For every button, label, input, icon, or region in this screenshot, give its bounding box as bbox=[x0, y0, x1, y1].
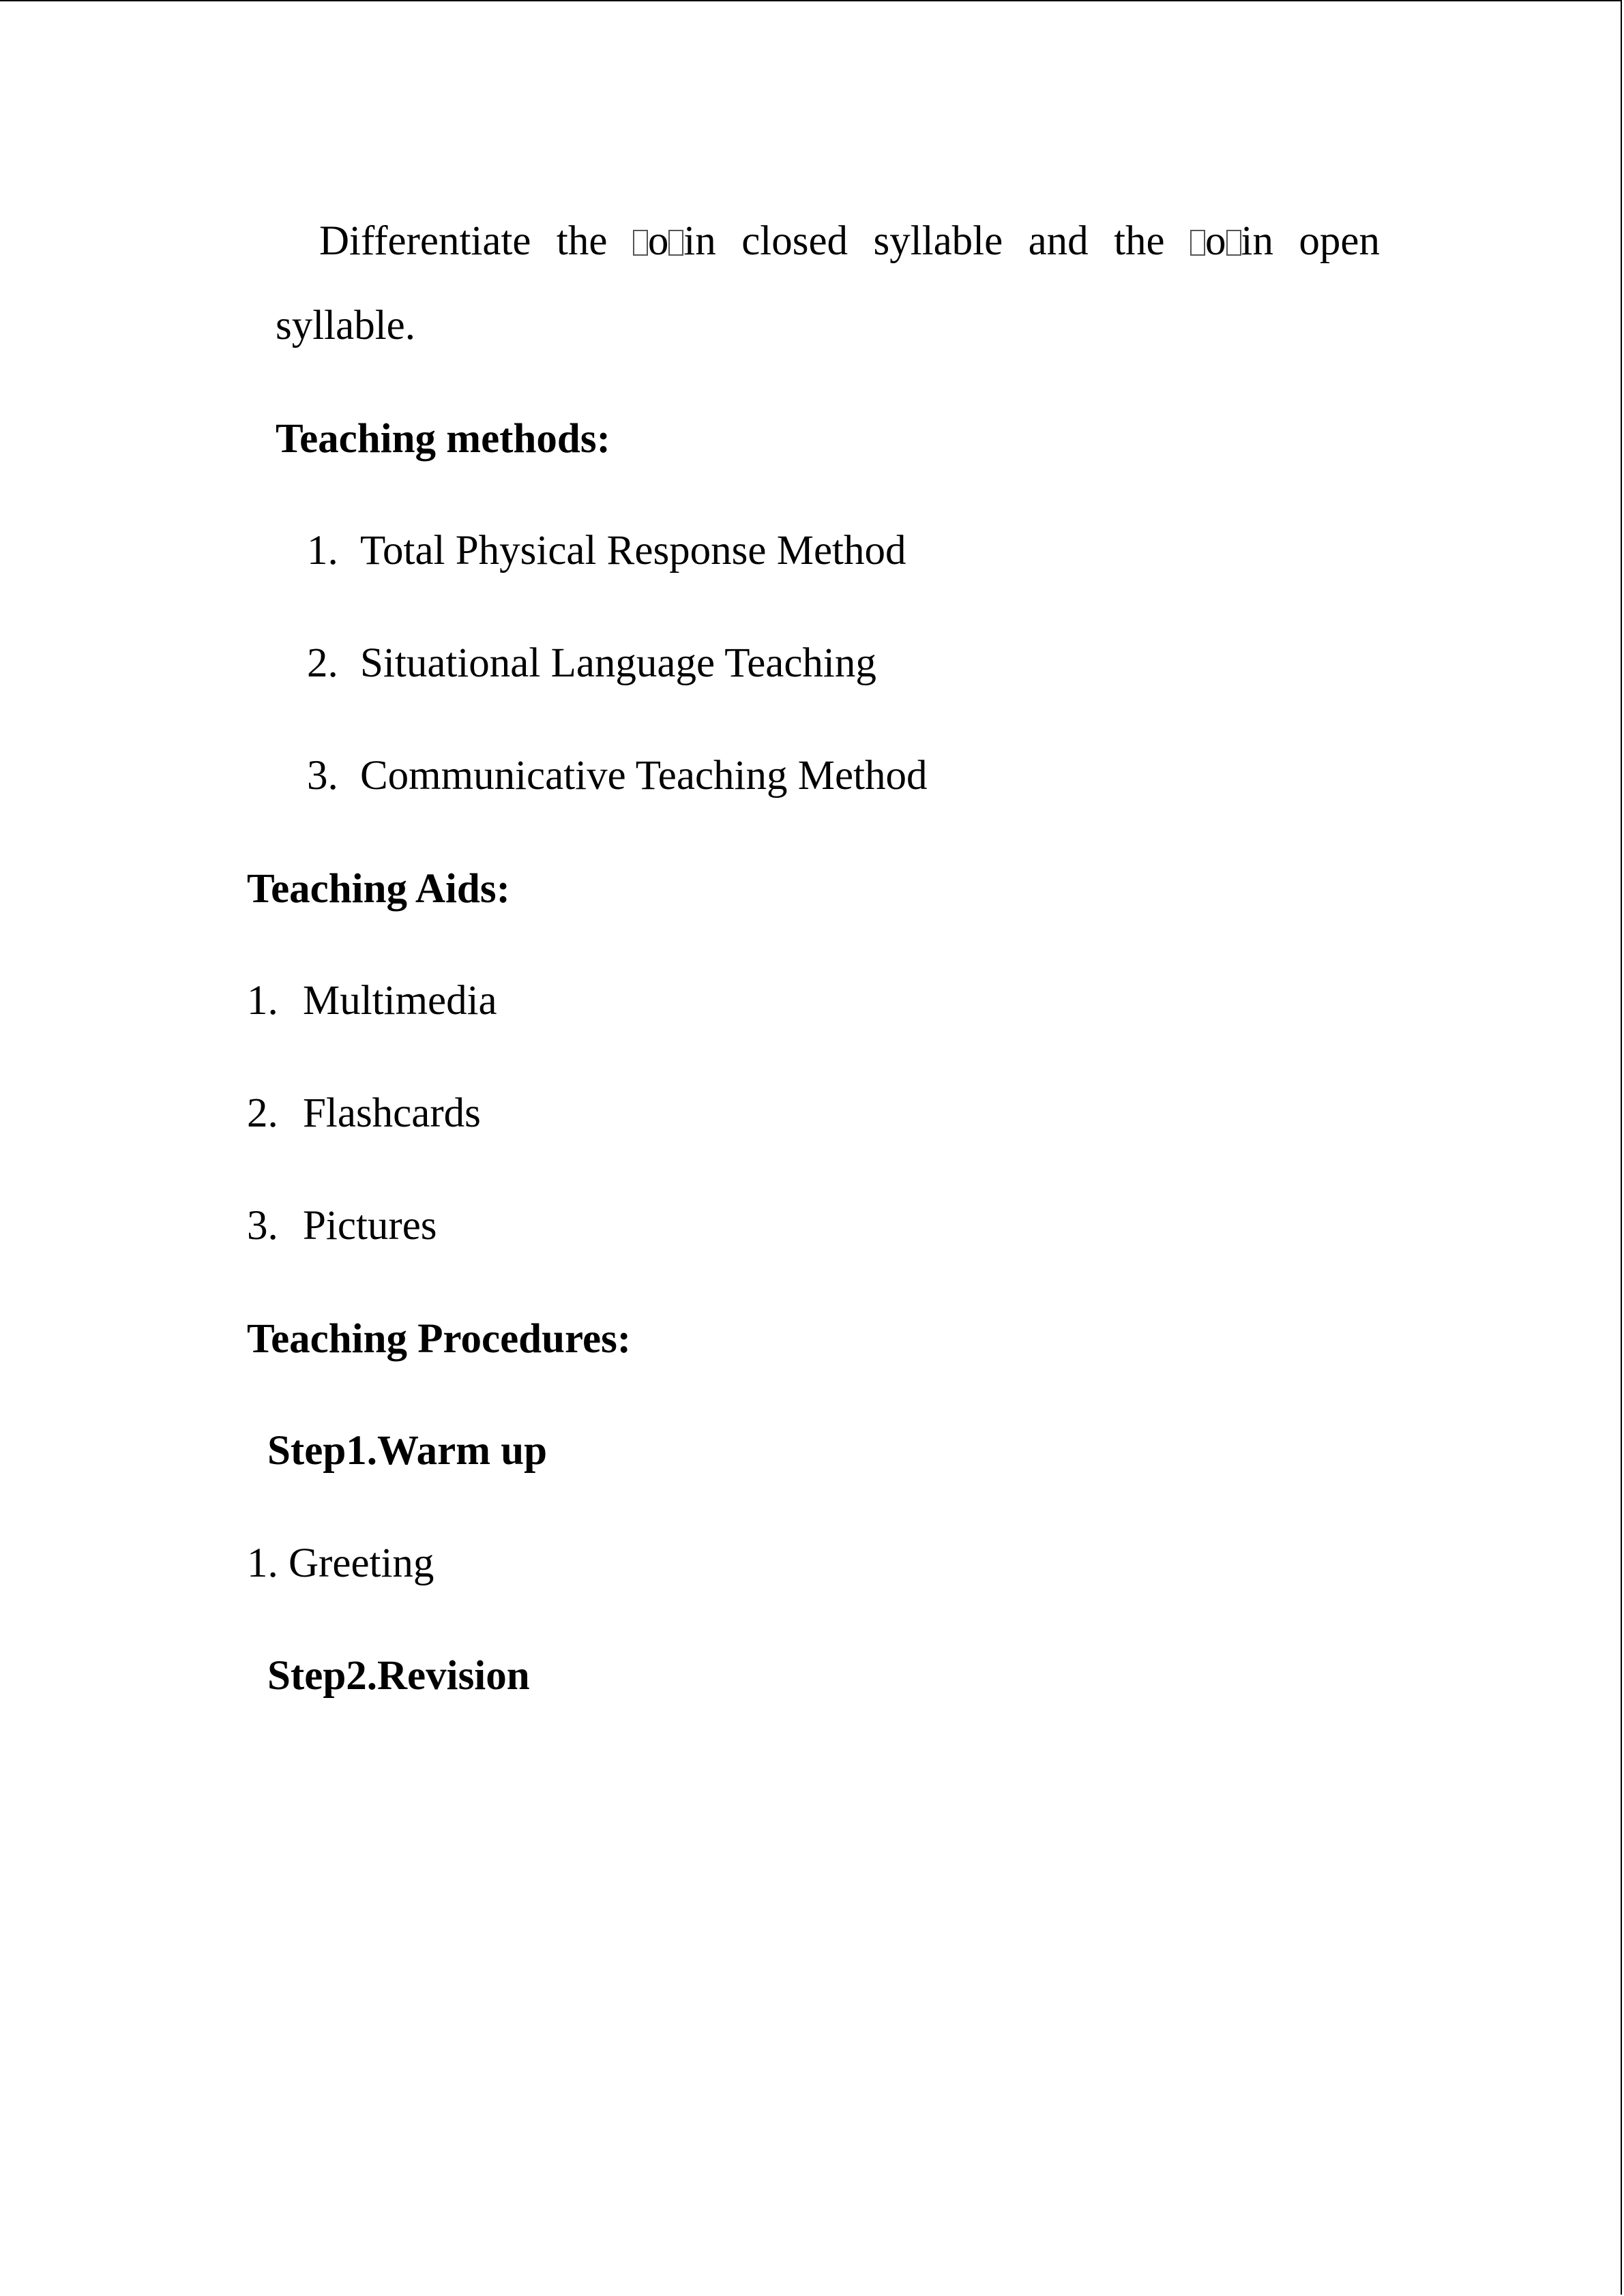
step1-title: Step1.Warm up bbox=[267, 1428, 548, 1474]
intro-line-2: syllable. bbox=[276, 303, 415, 348]
methods-item-3-text: Communicative Teaching Method bbox=[360, 753, 928, 799]
methods-item-3 bbox=[307, 751, 338, 801]
aids-item-1 bbox=[247, 976, 278, 1026]
intro-letter-2: o bbox=[1205, 218, 1226, 264]
methods-item-2-text: Situational Language Teaching bbox=[360, 640, 876, 686]
procedures-heading: Teaching Procedures: bbox=[247, 1316, 632, 1362]
list-number: 2. bbox=[307, 640, 338, 686]
intro-text-part2: in closed syllable and the bbox=[683, 218, 1191, 264]
list-number: 1. bbox=[307, 528, 338, 573]
list-number: 3. bbox=[307, 753, 338, 799]
methods-item-1-text: Total Physical Response Method bbox=[360, 528, 906, 573]
aids-heading: Teaching Aids: bbox=[247, 866, 510, 912]
aids-item-2 bbox=[247, 1089, 278, 1138]
intro-text-part3: in open bbox=[1241, 218, 1380, 264]
aids-item-2-text: Flashcards bbox=[303, 1090, 481, 1136]
intro-text-part1: Differentiate the bbox=[319, 218, 633, 264]
list-number: 2. bbox=[247, 1090, 278, 1136]
missing-glyph-box bbox=[668, 230, 683, 256]
missing-glyph-box bbox=[1226, 230, 1241, 256]
intro-letter-1: o bbox=[647, 218, 669, 264]
list-number: 3. bbox=[247, 1203, 278, 1249]
missing-glyph-box bbox=[633, 230, 648, 256]
missing-glyph-box bbox=[1190, 230, 1205, 256]
aids-item-3-text: Pictures bbox=[303, 1203, 437, 1249]
methods-item-1 bbox=[307, 526, 338, 576]
list-number: 1. bbox=[247, 978, 278, 1024]
aids-item-1-text: Multimedia bbox=[303, 978, 497, 1024]
intro-line-1 bbox=[319, 217, 1380, 266]
methods-heading: Teaching methods: bbox=[276, 416, 610, 462]
step2-title: Step2.Revision bbox=[267, 1653, 530, 1699]
step1-item-1: 1. Greeting bbox=[247, 1540, 434, 1586]
aids-item-3 bbox=[247, 1202, 278, 1251]
methods-item-2 bbox=[307, 639, 338, 688]
